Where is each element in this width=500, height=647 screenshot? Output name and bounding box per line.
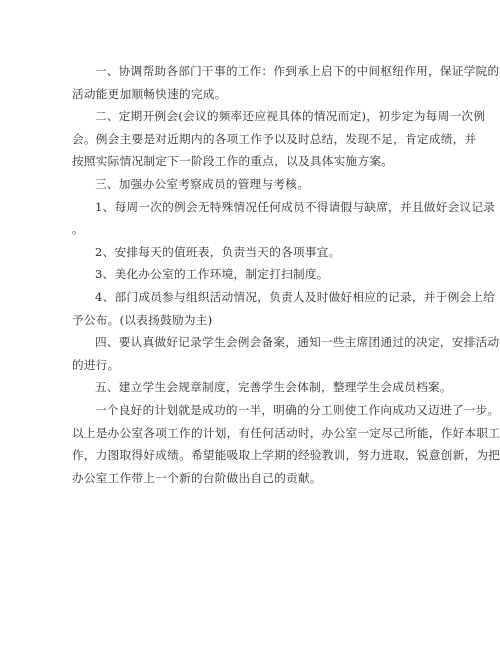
paragraph-1-line-2: 活动能更加顺畅快速的完成。 [72,86,227,101]
paragraph-6-line-2: 以上是办公室各项工作的计划，有任何活动时，办公室一定尽己所能，作好本职工 [72,425,500,440]
paragraph-1-line-1: 一、协调帮助各部门干事的工作：作到承上启下的中间枢纽作用，保证学院的 [95,64,500,78]
paragraph-4-line-2: 的进行。 [72,357,120,372]
item-1-line-2: 。 [72,222,84,237]
paragraph-2-line-3: 按照实际情况制定下一阶段工作的重点，以及具体实施方案。 [72,154,394,169]
paragraph-4-line-1: 四、要认真做好记录学生会例会备案，通知一些主席团通过的决定，安排活动 [95,335,500,350]
document-body [72,62,500,491]
paragraph-2-line-2: 会。例会主要是对近期内的各项工作予以及时总结，发现不足，肯定成绩，并 [72,131,477,146]
paragraph-6-line-3: 作，力图取得好成绩。希望能吸取上学期的经验教训，努力进取，锐意创新，为把 [72,448,500,463]
paragraph-2-line-1: 二、定期开例会(会议的频率还应视具体的情况而定)，初步定为每周一次例 [95,109,486,124]
paragraph-3-line-1: 三、加强办公室考察成员的管理与考核。 [95,176,310,191]
item-4-line-2: 予公布。(以表扬鼓励为主) [72,312,213,327]
item-1-line-1: 1、每周一次的例会无特殊情况任何成员不得请假与缺席，并且做好会议记录 [95,199,496,214]
paragraph-5-line-1: 五、建立学生会规章制度，完善学生会体制，整理学生会成员档案。 [95,380,452,395]
item-3-line-1: 3、美化办公室的工作环境，制定打扫制度。 [95,267,329,282]
paragraph-6-line-1: 一个良好的计划就是成功的一半，明确的分工则使工作向成功又迈进了一步。 [95,402,500,417]
paragraph-6-line-4: 办公室工作带上一个新的台阶做出自己的贡献。 [72,470,322,485]
item-4-line-1: 4、部门成员参与组织活动情况，负责人及时做好相应的记录，并于例会上给 [95,289,496,304]
item-2-line-1: 2、安排每天的值班表，负责当天的各项事宜。 [95,244,341,259]
